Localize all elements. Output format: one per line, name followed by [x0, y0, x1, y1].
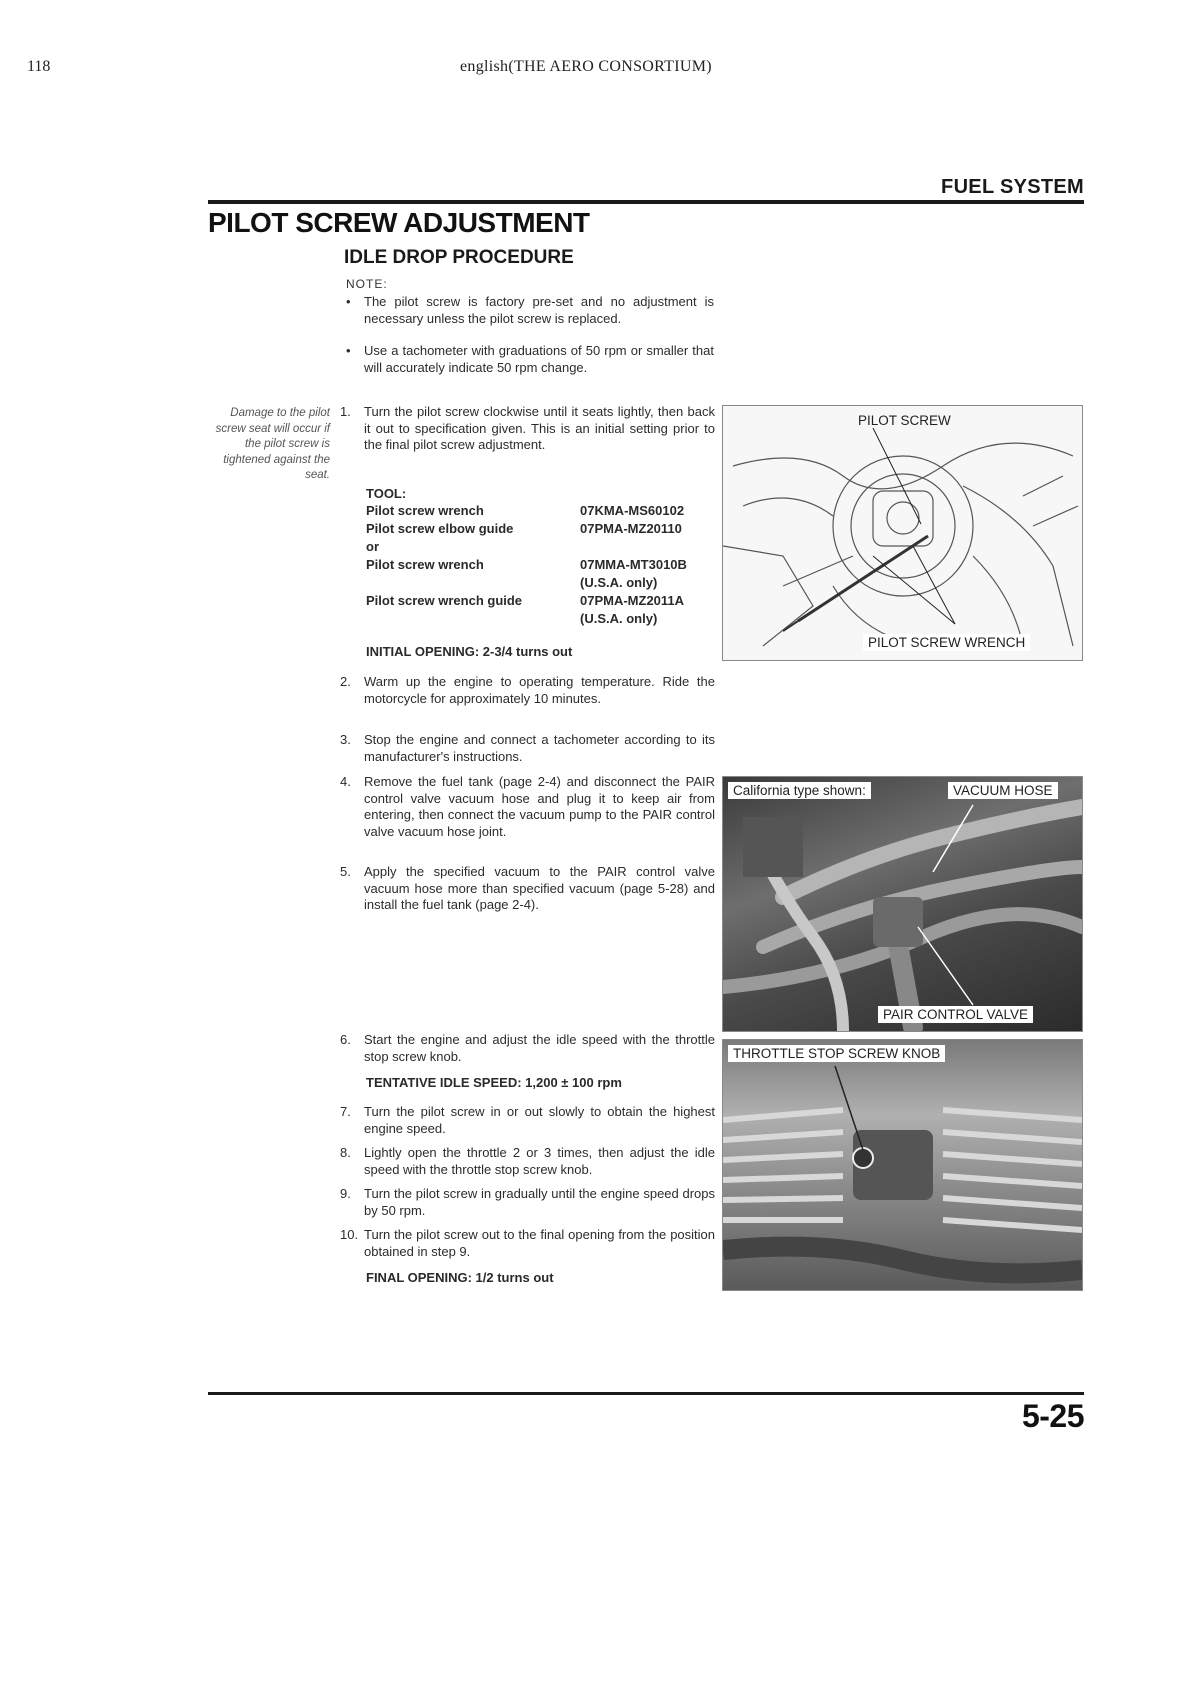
tool-label: TOOL:: [366, 486, 407, 501]
pilot-screw-label: PILOT SCREW: [858, 413, 951, 428]
note-bullet-text: Use a tachometer with graduations of 50 rpm or smaller that will accurately indicate 50 rpm change.: [364, 343, 714, 375]
step-text: Stop the engine and connect a tachometer according to its manufacturer's instructions.: [364, 732, 715, 764]
figure-throttle-stop-screw: [722, 1039, 1083, 1291]
page-number: 118: [27, 58, 51, 75]
throttle-stop-screw-knob-label: THROTTLE STOP SCREW KNOB: [728, 1045, 945, 1062]
step-text: Turn the pilot screw out to the final opening from the position obtained in step 9.: [364, 1227, 715, 1259]
tool-part: 07MMA-MT3010B: [580, 557, 687, 572]
tentative-idle-spec: TENTATIVE IDLE SPEED: 1,200 ± 100 rpm: [366, 1075, 622, 1090]
tool-name: or: [366, 539, 379, 554]
tool-row: [366, 539, 726, 557]
running-head: english(THE AERO CONSORTIUM): [460, 58, 712, 75]
step-text: Turn the pilot screw in gradually until the engine speed drops by 50 rpm.: [364, 1186, 715, 1218]
initial-opening-spec: INITIAL OPENING: 2-3/4 turns out: [366, 644, 573, 659]
tool-part: (U.S.A. only): [580, 611, 658, 626]
step-number: 8.: [340, 1145, 351, 1160]
tool-name: Pilot screw elbow guide: [366, 521, 514, 536]
step-item: [340, 732, 715, 766]
pair-control-valve-label: PAIR CONTROL VALVE: [878, 1006, 1033, 1023]
pilot-screw-drawing: [723, 406, 1082, 660]
tool-name: Pilot screw wrench guide: [366, 593, 523, 608]
note-bullet: [346, 343, 716, 393]
top-rule: [208, 200, 1084, 204]
step-number: 2.: [340, 674, 351, 689]
step-item: [340, 774, 715, 858]
page-title: PILOT SCREW ADJUSTMENT: [208, 207, 590, 238]
step-number: 7.: [340, 1104, 351, 1119]
tool-table: [366, 503, 726, 629]
step-item: [340, 1227, 715, 1261]
tool-row: [366, 521, 726, 539]
note-label: NOTE:: [346, 277, 388, 291]
step-item: [340, 404, 715, 470]
step-number: 4.: [340, 774, 351, 789]
final-opening-spec: FINAL OPENING: 1/2 turns out: [366, 1270, 554, 1285]
vacuum-hose-photo: [723, 777, 1082, 1031]
step-number: 10.: [340, 1227, 359, 1242]
step-text: Apply the specified vacuum to the PAIR control valve vacuum hose more than specified vacuum (page 5-28) and install the fuel tank (page 2-4).: [364, 864, 715, 912]
section-title: FUEL SYSTEM: [941, 176, 1084, 198]
pilot-screw-wrench-label: PILOT SCREW WRENCH: [863, 634, 1030, 651]
step-text: Remove the fuel tank (page 2-4) and disconnect the PAIR control valve vacuum hose and plug it to keep air from entering, then connect the vacuum pump to the PAIR control valve vacuum hose joint.: [364, 774, 715, 839]
step-item: [340, 1032, 715, 1066]
bottom-rule: [208, 1392, 1084, 1395]
step-text: Turn the pilot screw clockwise until it seats lightly, then back it out to specification given. This is an initial setting prior to the final pilot screw adjustment.: [364, 404, 715, 452]
step-item: [340, 1145, 715, 1179]
tool-row: [366, 593, 726, 611]
step-text: Start the engine and adjust the idle speed with the throttle stop screw knob.: [364, 1032, 715, 1064]
tool-part: 07PMA-MZ20110: [580, 521, 682, 536]
bullet-icon: •: [346, 294, 351, 309]
tool-row: [366, 557, 726, 575]
step-text: Turn the pilot screw in or out slowly to obtain the highest engine speed.: [364, 1104, 715, 1136]
step-number: 6.: [340, 1032, 351, 1047]
vacuum-hose-label: VACUUM HOSE: [948, 782, 1058, 799]
procedure-title: IDLE DROP PROCEDURE: [344, 247, 574, 268]
tool-part: 07PMA-MZ2011A: [580, 593, 685, 608]
tool-name: Pilot screw wrench: [366, 503, 484, 518]
tool-row: [366, 503, 726, 521]
section-page-number: 5-25: [1021, 1398, 1084, 1434]
tool-row: [366, 575, 726, 593]
step-number: 1.: [340, 404, 351, 419]
tool-part: 07KMA-MS60102: [580, 503, 685, 518]
step-item: [340, 1104, 715, 1138]
step-item: [340, 674, 715, 724]
step-text: Lightly open the throttle 2 or 3 times, then adjust the idle speed with the throttle stop screw knob.: [364, 1145, 715, 1177]
step-text: Warm up the engine to operating temperature. Ride the motorcycle for approximately 10 minutes.: [364, 674, 715, 706]
note-bullet: [346, 294, 716, 344]
tool-name: Pilot screw wrench: [366, 557, 484, 572]
step-item: [340, 864, 715, 914]
figure-pilot-screw: [722, 405, 1083, 661]
step-item: [340, 1186, 715, 1220]
bullet-icon: •: [346, 343, 351, 358]
step-number: 5.: [340, 864, 351, 879]
side-caution-note: Damage to the pilot screw seat will occur if the pilot screw is tightened against the seat.: [215, 407, 330, 481]
step-number: 9.: [340, 1186, 351, 1201]
tool-part: (U.S.A. only): [580, 575, 658, 590]
california-type-label: California type shown:: [728, 782, 871, 799]
tool-row: [366, 611, 726, 629]
step-number: 3.: [340, 732, 351, 747]
throttle-stop-screw-photo: [723, 1040, 1082, 1290]
note-bullet-text: The pilot screw is factory pre-set and no adjustment is necessary unless the pilot screw is replaced.: [364, 294, 714, 326]
figure-vacuum-hose: [722, 776, 1083, 1032]
